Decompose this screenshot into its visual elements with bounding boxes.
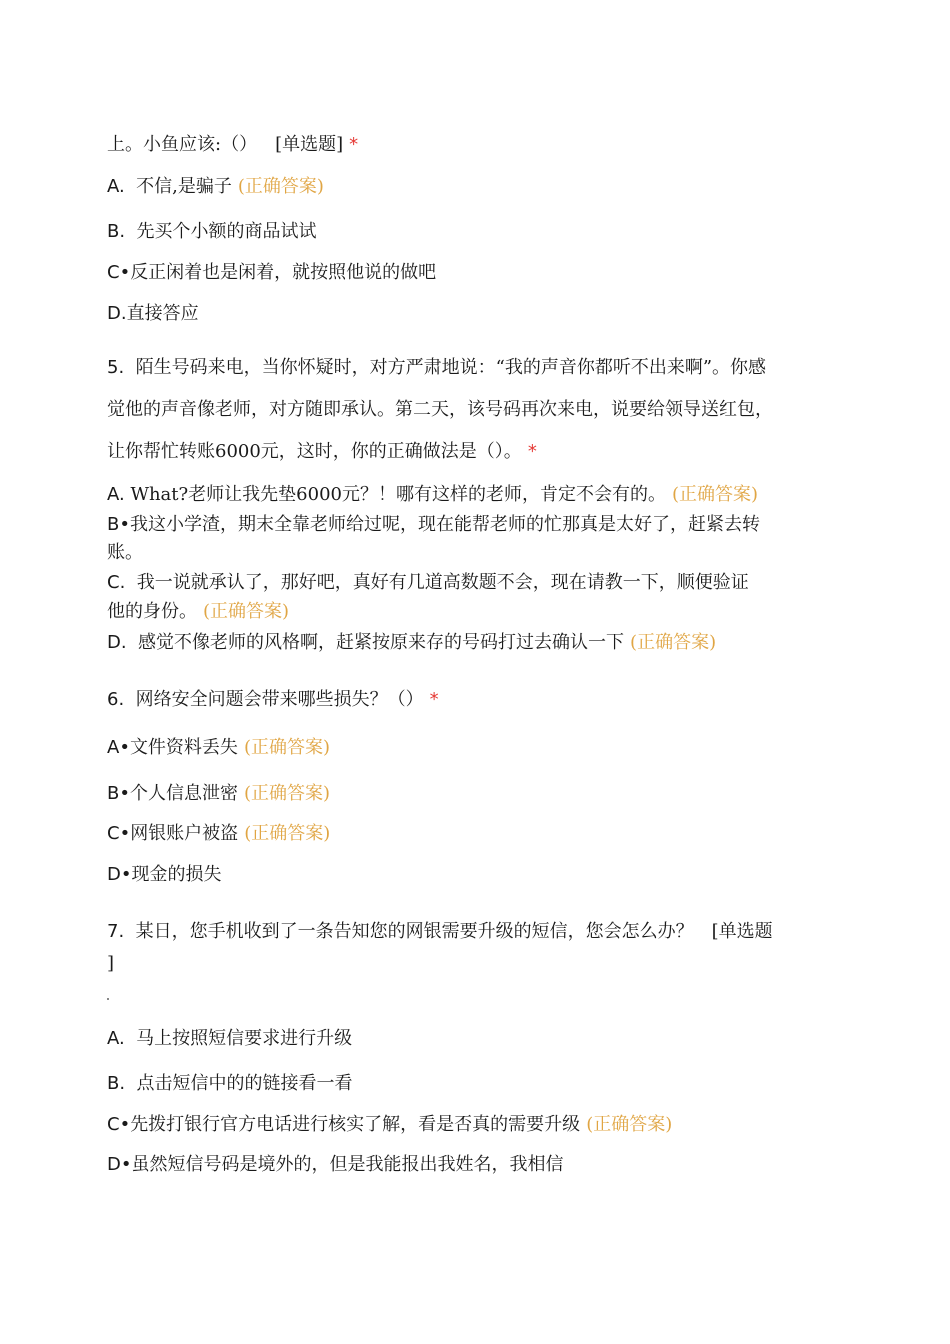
option-7a [107,1027,352,1051]
option-5c-continued [107,600,289,624]
option-label: D• [107,1154,132,1175]
question-type-badge-end: ] [107,953,115,974]
option-text: 虽然短信号码是境外的，但是我能报出我姓名，我相信 [131,1154,564,1175]
option-label: C• [107,823,131,844]
option-4b [107,220,317,244]
option-7c [107,1113,672,1137]
question-7-stem-continued [107,952,114,976]
question-5-stem-text-1: 陌生号码来电，当你怀疑时，对方严肃地说：“我的声音你都听不出来啊”。你感 [135,357,767,378]
stray-dot [107,998,109,1000]
correct-answer-tag: (正确答案) [243,783,331,804]
correct-answer-tag: (正确答案) [237,176,324,197]
option-text: 我这小学渣，期末全靠老师给过呢，现在能帮老师的忙那真是太好了，赶紧去转 [129,514,760,535]
option-label: D• [107,864,132,885]
option-text-continued: 他的身份。 [107,601,197,622]
option-text: 先买个小额的商品试试 [136,221,317,242]
option-6d [107,863,221,887]
required-marker: * [527,441,537,462]
question-4-stem [107,133,358,157]
option-text: 直接答应 [126,303,199,324]
option-4d [107,302,199,326]
required-marker: * [429,689,439,710]
option-text: 个人信息泄密 [129,783,238,804]
option-label: B• [107,514,130,535]
option-4a [107,175,324,199]
option-text: 先拨打银行官方电话进行核实了解，看是否真的需要升级 [130,1114,581,1135]
option-label: B. [107,1073,126,1094]
option-6a [107,736,330,760]
option-text: 现金的损失 [131,864,222,885]
correct-answer-tag: (正确答案) [586,1114,673,1135]
question-4-stem-text: 上。小鱼应该:（） [107,134,258,155]
question-number: 5. [107,357,125,378]
option-6b [107,782,330,806]
option-6c [107,822,330,846]
question-type-badge: [单选题 [711,921,773,942]
option-label: A. [107,176,125,197]
option-label: B• [107,783,130,804]
correct-answer-tag: (正确答案) [671,484,759,505]
option-5b [107,513,760,537]
option-label: D. [107,632,127,653]
required-marker: * [349,134,359,155]
option-text: 感觉不像老师的风格啊，赶紧按原来存的号码打过去确认一下 [138,632,625,653]
option-7b [107,1072,353,1096]
option-text: 文件资料丢失 [129,737,238,758]
question-7-stem [107,920,773,944]
option-label: A• [107,737,130,758]
option-5c [107,571,749,595]
question-5-stem-line-1 [107,356,766,380]
correct-answer-tag: (正确答案) [244,823,331,844]
correct-answer-tag: (正确答案) [203,601,290,622]
option-label: A. [107,484,125,505]
option-text-continued: 账。 [107,542,143,563]
option-label: C• [107,1114,131,1135]
option-5a [107,483,758,507]
option-label: B. [107,221,126,242]
question-6-stem-text: 网络安全问题会带来哪些损失？（） [135,689,424,710]
question-5-stem-line-2 [107,398,773,422]
question-5-stem-line-3 [107,440,537,464]
option-text: 网银账户被盗 [130,823,239,844]
correct-answer-tag: (正确答案) [243,737,330,758]
option-text: 我一说就承认了，那好吧，真好有几道高数题不会，现在请教一下，顺便验证 [136,572,749,593]
option-text: 反正闲着也是闲着，就按照他说的做吧 [130,262,437,283]
option-5b-continued [107,541,143,565]
option-text: 不信,是骗子 [136,176,232,197]
option-label: C. [107,572,126,593]
option-5d [107,631,716,655]
question-number: 6. [107,689,125,710]
question-5-stem-text-3: 让你帮忙转账6000元，这时，你的正确做法是（）。 [107,441,522,462]
option-text: What?老师让我先垫6000元？！哪有这样的老师，肯定不会有的。 [130,484,666,505]
option-label: D. [107,303,127,324]
option-4c [107,261,436,285]
option-text: 马上按照短信要求进行升级 [136,1028,353,1049]
question-number: 7. [107,921,125,942]
question-5-stem-text-2: 觉他的声音像老师，对方随即承认。第二天，该号码再次来电，说要给领导送红包， [107,399,773,420]
question-type-badge: [单选题] [275,134,344,155]
option-text: 点击短信中的的链接看一看 [136,1073,353,1094]
question-6-stem [107,688,439,712]
option-label: C• [107,262,131,283]
option-7d [107,1153,563,1177]
option-label: A. [107,1028,125,1049]
question-7-stem-text: 某日，您手机收到了一条告知您的网银需要升级的短信，您会怎么办？ [135,921,694,942]
correct-answer-tag: (正确答案) [630,632,717,653]
